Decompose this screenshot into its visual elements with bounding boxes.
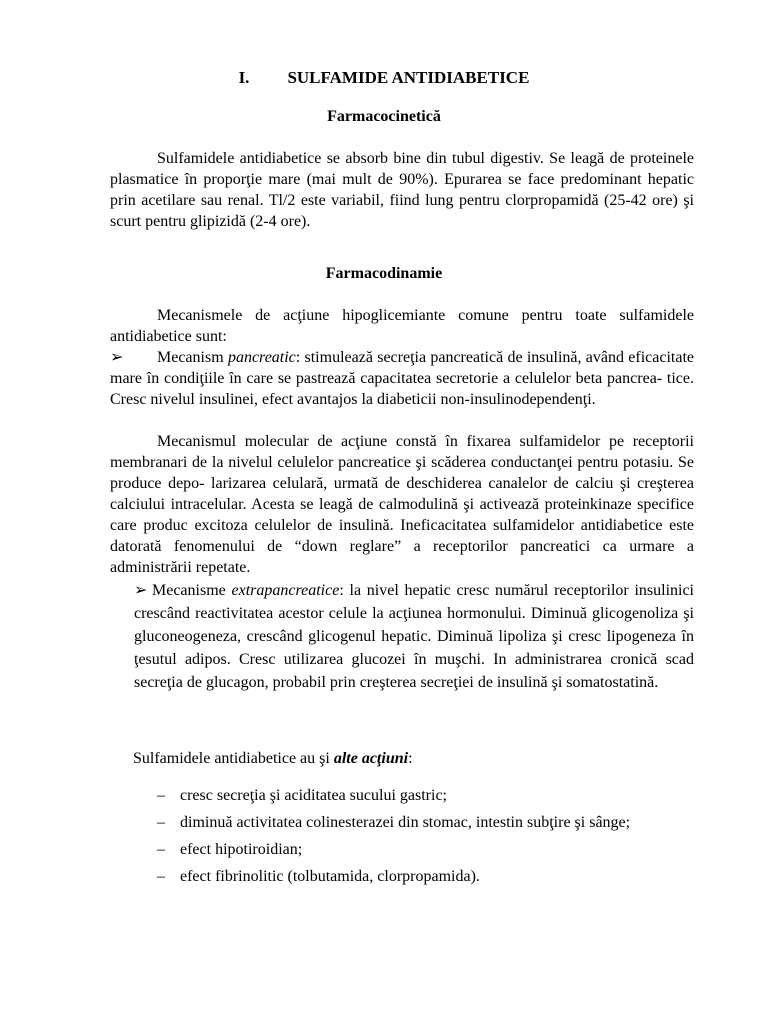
chapter-title-text: SULFAMIDE ANTIDIABETICE — [287, 68, 530, 87]
bullet-pancreatic — [110, 347, 694, 410]
farmacodinamie-intro: Mecanismele de acţiune hipoglicemiante comune pentru toate sulfamidele antidiabetice sunt: — [110, 307, 694, 345]
actions-list — [157, 784, 694, 888]
dash-bullet-icon: – — [157, 868, 165, 885]
dash-bullet-icon: – — [157, 814, 165, 831]
list-item: – diminuă activitatea colinesterazei din stomac, intestin subţire şi sânge; — [157, 811, 694, 834]
alte-actiuni-prefix: Sulfamidele antidiabetice au şi — [133, 750, 330, 767]
section-heading-farmacodinamie: Farmacodinamie — [325, 265, 443, 282]
bullet-pancreatic-text: : stimulează secreţia pancreatică de insulină, având eficacitate mare în condiţiile în care se pastrează capacitatea secretorie a celulelor beta pancrea- tice. Cresc nivelul insulinei, efect avantajos la diabeticii non-insulinodependenţi. — [110, 349, 695, 408]
bullet-pancreatic-term: pancreatic — [227, 349, 296, 366]
bullet-extrapancreatic — [134, 579, 694, 694]
list-item: – efect hipotiroidian; — [157, 838, 694, 861]
list-item: – cresc secreţia şi aciditatea sucului gastric; — [157, 784, 694, 807]
alte-actiuni-suffix: : — [408, 750, 413, 767]
list-item: – efect fibrinolitic (tolbutamida, clorpropamida). — [157, 865, 694, 888]
chapter-title — [0, 68, 768, 88]
bullet-pancreatic-prefix: Mecanism — [157, 349, 224, 366]
section-heading-farmacocinetica: Farmacocinetică — [327, 108, 441, 125]
bullet-extrapancreatic-text: : la nivel hepatic cresc numărul receptorilor insulinici crescând reactivitatea acestor celule la acţiunea hormonului. Diminuă glicogenoliza şi gluconeogeneza, crescând glicogenul hepatic. Diminuă lipoliza şi cresc lipogeneza în ţesutul adipos. Cresc utilizarea glucozei în muşchi. In administrarea cronică scad secreţia de glucagon, probabil prin creşterea secreţiei de insulină şi somatostatină. — [134, 582, 695, 691]
dash-bullet-icon: – — [157, 787, 165, 804]
bullet-extrapancreatic-term: extrapancreatice — [231, 582, 340, 599]
molecular-paragraph: Mecanismul molecular de acţiune constă în fixarea sulfamidelor pe receptorii membranari de la nivelul celulelor pancreatice şi scăderea conductanţei pentru potasiu. Se produce depo- larizarea celulară, urmată de deschiderea canalelor de calciu şi creşterea calciului intracelular. Acesta se leagă de calmodulină şi activează proteinkinaze specifice care produc excitoza celulelor de insulină. Ineficacitatea sulfamidelor antidiabetice este datorată fenomenului de “down reglare” a receptorilor pancreatici ca urmare a administrării repetate. — [110, 433, 694, 576]
farmacocinetica-paragraph: Sulfamidele antidiabetice se absorb bine din tubul digestiv. Se leagă de proteinele plasmatice în proporţie mare (mai mult de 90%). Epurarea se face predominant hepatic prin acetilare sau renal. Tl/2 este variabil, fiind lung pentru clorpropamidă (25-42 ore) şi scurt pentru glipizidă (2-4 ore). — [110, 150, 694, 230]
chapter-number: I. — [238, 68, 250, 87]
alte-actiuni-term: alte acţiuni — [333, 750, 409, 767]
dash-bullet-icon: – — [157, 841, 165, 858]
bullet-extrapancreatic-prefix: Mecanisme — [152, 582, 226, 599]
arrow-bullet-icon: ➢ — [134, 582, 148, 599]
arrow-bullet-icon: ➢ — [110, 349, 124, 366]
alte-actiuni-line — [133, 750, 413, 768]
